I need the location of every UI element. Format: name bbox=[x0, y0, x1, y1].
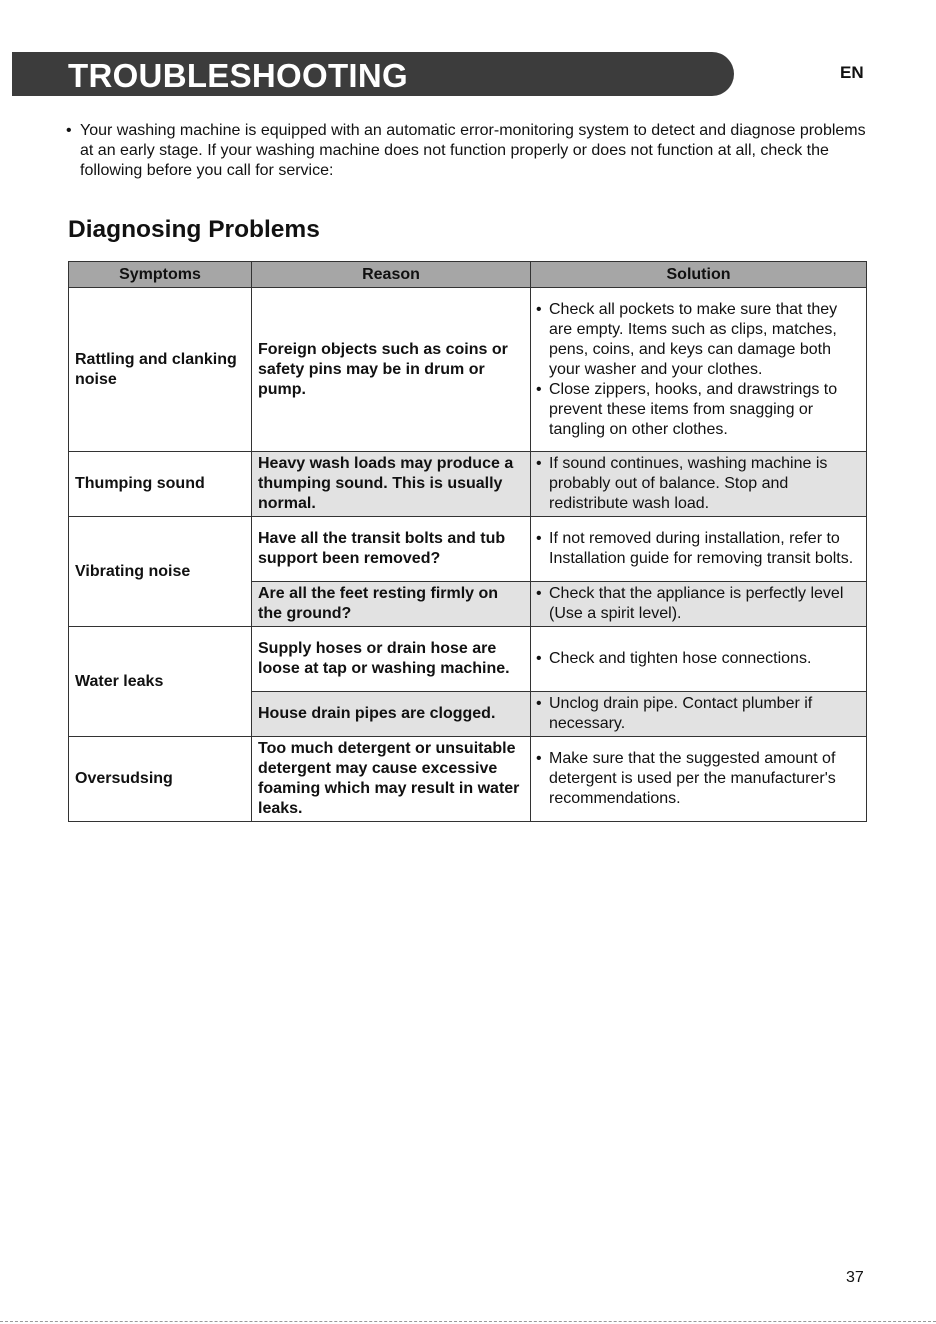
bullet-icon: • bbox=[536, 455, 542, 472]
solution-cell bbox=[531, 288, 867, 452]
table-row bbox=[69, 737, 867, 822]
reason-cell: Supply hoses or drain hose are loose at tap or washing machine. bbox=[252, 627, 531, 692]
reason-cell: Have all the transit bolts and tub support been removed? bbox=[252, 517, 531, 582]
reason-cell: Are all the feet resting firmly on the ground? bbox=[252, 582, 531, 627]
symptom-cell: Water leaks bbox=[69, 627, 252, 737]
bullet-icon: • bbox=[536, 300, 542, 318]
solution-text: If sound continues, washing machine is probably out of balance. Stop and redistribute wash load. bbox=[549, 455, 828, 512]
title-banner bbox=[12, 52, 734, 96]
solution-cell bbox=[531, 452, 867, 517]
solution-text: Close zippers, hooks, and drawstrings to prevent these items from snagging or tangling on other clothes. bbox=[549, 380, 838, 438]
solution-cell bbox=[531, 582, 867, 627]
symptom-cell: Thumping sound bbox=[69, 452, 252, 517]
solution-item bbox=[535, 649, 862, 669]
header-reason: Reason bbox=[252, 262, 531, 288]
intro-text: Your washing machine is equipped with an automatic error-monitoring system to detect and diagnose problems at an early stage. If your washing machine does not function properly or does not function at all, check the following before you call for service: bbox=[80, 122, 866, 179]
solution-text: Check that the appliance is perfectly level (Use a spirit level). bbox=[549, 585, 844, 622]
page-title: TROUBLESHOOTING bbox=[68, 57, 408, 94]
solution-text: Make sure that the suggested amount of detergent is used per the manufacturer's recommendations. bbox=[549, 750, 836, 807]
solution-text: If not removed during installation, refer to Installation guide for removing transit bolts. bbox=[549, 530, 854, 567]
solution-text: Unclog drain pipe. Contact plumber if necessary. bbox=[549, 695, 813, 732]
section-title: Diagnosing Problems bbox=[68, 216, 320, 243]
solution-item bbox=[535, 380, 862, 440]
bullet-icon: • bbox=[536, 650, 542, 667]
solution-text: Check and tighten hose connections. bbox=[549, 650, 812, 667]
bullet-icon: • bbox=[66, 122, 72, 139]
table-row bbox=[69, 452, 867, 517]
bullet-icon: • bbox=[536, 750, 542, 767]
symptom-cell: Oversudsing bbox=[69, 737, 252, 822]
solution-item bbox=[535, 454, 862, 514]
solution-text: Check all pockets to make sure that they are empty. Items such as clips, matches, pens, coins, and keys can damage both your washer and your clothes. bbox=[549, 300, 838, 378]
table-row bbox=[69, 288, 867, 452]
header-symptoms: Symptoms bbox=[69, 262, 252, 288]
page-divider bbox=[0, 1321, 936, 1322]
solution-item bbox=[535, 300, 862, 380]
symptom-cell: Rattling and clanking noise bbox=[69, 288, 252, 452]
reason-cell: Too much detergent or unsuitable detergent may cause excessive foaming which may result in water leaks. bbox=[252, 737, 531, 822]
solution-item bbox=[535, 584, 862, 624]
symptom-cell: Vibrating noise bbox=[69, 517, 252, 627]
bullet-icon: • bbox=[536, 695, 542, 712]
language-label: EN bbox=[840, 63, 864, 82]
solution-item bbox=[535, 694, 862, 734]
reason-cell: Foreign objects such as coins or safety pins may be in drum or pump. bbox=[252, 288, 531, 452]
table-row bbox=[69, 627, 867, 692]
solution-cell bbox=[531, 737, 867, 822]
table-header-row bbox=[69, 262, 867, 288]
bullet-icon: • bbox=[536, 585, 542, 602]
header-solution: Solution bbox=[531, 262, 867, 288]
reason-cell: Heavy wash loads may produce a thumping sound. This is usually normal. bbox=[252, 452, 531, 517]
reason-cell: House drain pipes are clogged. bbox=[252, 692, 531, 737]
solution-item bbox=[535, 529, 862, 569]
page-number: 37 bbox=[846, 1269, 864, 1286]
bullet-icon: • bbox=[536, 530, 542, 547]
solution-cell bbox=[531, 692, 867, 737]
table-row bbox=[69, 517, 867, 582]
solution-item bbox=[535, 749, 862, 809]
intro-paragraph bbox=[66, 121, 876, 181]
solution-cell bbox=[531, 517, 867, 582]
diagnosis-table bbox=[68, 261, 867, 822]
bullet-icon: • bbox=[536, 380, 542, 398]
solution-cell bbox=[531, 627, 867, 692]
